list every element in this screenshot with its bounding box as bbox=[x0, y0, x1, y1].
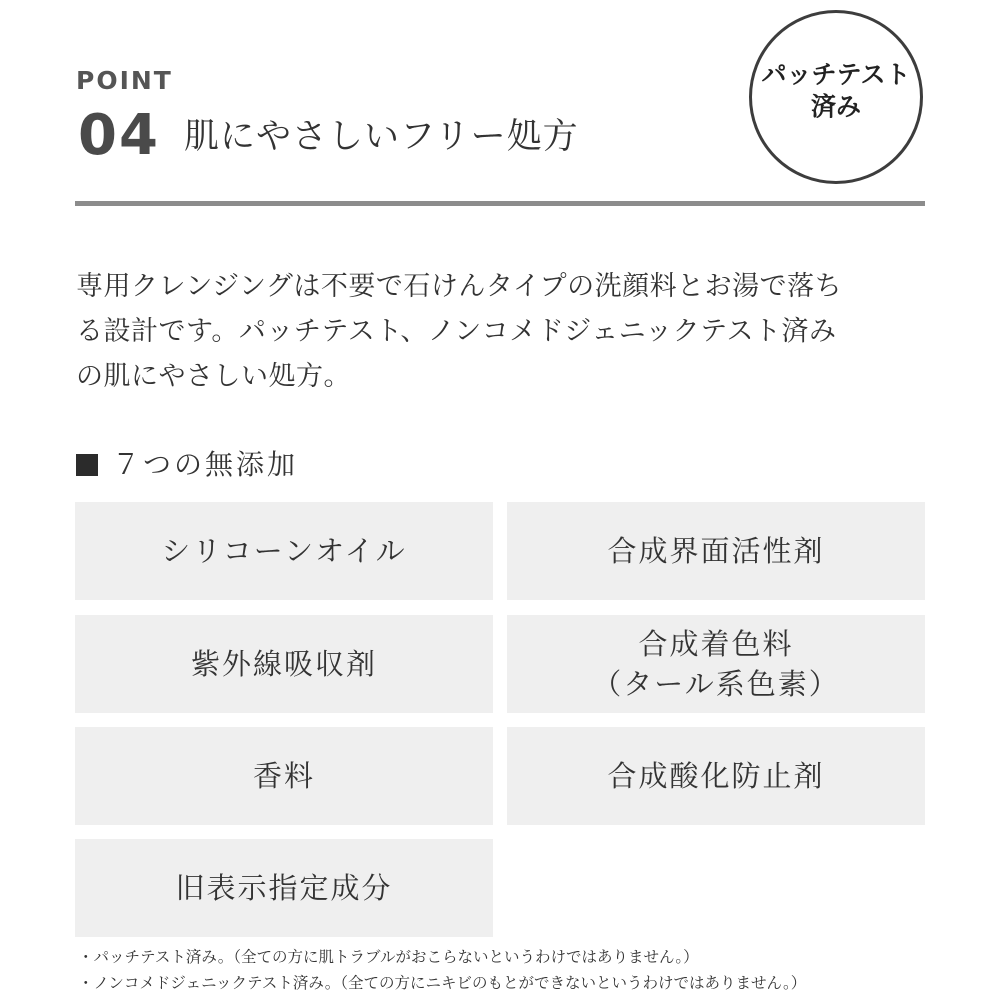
free-item-label: 合成酸化防止剤 bbox=[607, 759, 825, 793]
point-label: POINT bbox=[76, 66, 173, 95]
description-line: る設計です。パッチテスト、ノンコメドジェニックテスト済み bbox=[76, 316, 837, 347]
point-title: 肌にやさしいフリー処方 bbox=[184, 117, 579, 157]
free-item-fragrance bbox=[75, 727, 493, 825]
free-item-label: 旧表示指定成分 bbox=[175, 871, 393, 905]
footnote: ・ノンコメドジェニックテスト済み。（全ての方にニキビのもとができないというわけではありません。） bbox=[78, 974, 807, 992]
free-item-synthetic-surfactant bbox=[507, 502, 925, 600]
free-item-synthetic-antioxidant bbox=[507, 727, 925, 825]
header-divider bbox=[75, 201, 925, 206]
description bbox=[76, 264, 926, 399]
point-number: 04 bbox=[78, 103, 160, 168]
free-item-synthetic-colorant bbox=[507, 615, 925, 713]
description-line: の肌にやさしい処方。 bbox=[76, 361, 351, 392]
free-item-label: 合成着色料 bbox=[638, 627, 794, 661]
free-item-former-designated-ingredients bbox=[75, 839, 493, 937]
free-item-label: 合成界面活性剤 bbox=[607, 534, 825, 568]
section-heading-text: ７つの無添加 bbox=[112, 448, 299, 481]
footnote: ・パッチテスト済み。（全ての方に肌トラブルがおこらないというわけではありません。） bbox=[78, 948, 699, 966]
description-line: 専用クレンジングは不要で石けんタイプの洗顔料とお湯で落ち bbox=[76, 271, 843, 302]
free-item-uv-absorber bbox=[75, 615, 493, 713]
free-item-silicone-oil bbox=[75, 502, 493, 600]
free-item-label: 香料 bbox=[252, 759, 315, 793]
badge-line-2: 済み bbox=[810, 92, 861, 121]
square-bullet-icon bbox=[76, 454, 98, 476]
badge-line-1: パッチテスト bbox=[761, 60, 911, 89]
free-item-label: 紫外線吸収剤 bbox=[190, 647, 377, 681]
patch-test-badge bbox=[749, 10, 923, 184]
free-item-sublabel: （タール系色素） bbox=[592, 667, 840, 701]
free-item-label: シリコーンオイル bbox=[161, 534, 407, 568]
section-heading bbox=[76, 445, 298, 485]
footnotes bbox=[78, 944, 978, 996]
